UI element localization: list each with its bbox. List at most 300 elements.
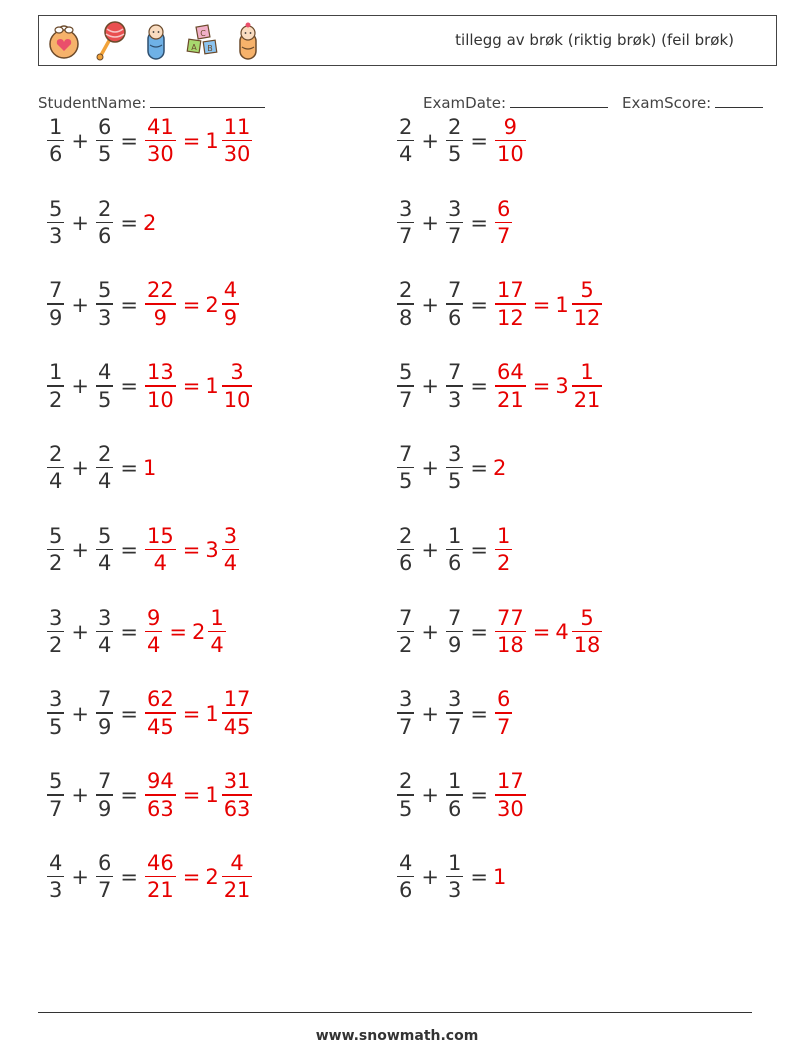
exam-score-blank[interactable] [715,93,763,108]
numerator: 3 [230,360,244,385]
addend-fraction [446,441,463,494]
denominator: 10 [496,142,524,167]
addend-fraction [47,114,64,167]
numerator: 7 [399,605,413,630]
numerator: 3 [49,687,63,712]
answer [493,456,506,480]
denominator: 3 [49,224,63,249]
addend-fraction [96,362,113,411]
addend-fraction [47,689,64,738]
answer-improper-fraction [145,280,176,329]
footer-divider [38,1012,752,1013]
plus-sign: + [421,619,439,644]
equals-sign: = [532,292,551,317]
denominator: 30 [496,796,524,821]
denominator: 9 [447,633,462,658]
plus-sign: + [71,456,89,481]
plus-sign: + [421,783,439,808]
equals-sign: = [120,374,138,399]
problem-row [45,273,241,337]
numerator: 2 [399,769,413,794]
answer [143,523,241,576]
answer-improper-fraction [145,850,176,903]
answer-fraction [495,196,512,249]
answer [493,689,514,738]
answer-improper-fraction [145,523,176,576]
answer-mixed-fraction [222,523,239,576]
addend-fraction [446,523,463,576]
numerator: 1 [447,769,462,794]
answer [143,771,254,820]
addend-fraction [446,689,463,738]
answer [493,362,604,411]
answer-whole-part: 2 [191,619,206,644]
numerator: 6 [97,850,112,875]
denominator: 5 [447,469,462,494]
numerator: 7 [97,687,112,712]
plus-sign: + [71,619,89,644]
denominator: 7 [399,387,413,412]
equals-sign: = [470,374,488,399]
worksheet-header [38,15,777,66]
denominator: 10 [223,387,251,412]
problem-row [395,191,514,255]
denominator: 2 [49,633,63,658]
numerator: 5 [97,278,112,303]
numerator: 4 [230,850,244,875]
answer-mixed-fraction [222,689,253,738]
denominator: 6 [49,142,63,167]
denominator: 2 [49,551,63,576]
denominator: 3 [97,305,112,330]
addend-fraction [47,362,64,411]
denominator: 5 [399,796,413,821]
plus-sign: + [71,374,89,399]
answer-improper-fraction [495,362,526,411]
addend-fraction [446,280,463,329]
worksheet-title: tillegg av brøk (riktig brøk) (feil brøk) [455,31,734,49]
addend-fraction [397,441,414,494]
numerator: 77 [496,605,524,630]
numerator: 4 [49,850,63,875]
addend-fraction [446,605,463,658]
addend-fraction [47,523,64,576]
answer-fraction [495,114,526,167]
denominator: 21 [223,878,251,903]
answer-fraction [495,523,512,576]
numerator: 4 [223,278,238,303]
problem-row [395,518,514,582]
numerator: 5 [580,278,594,303]
answer-whole-part: 1 [205,701,219,726]
numerator: 3 [223,523,238,548]
equals-sign: = [470,701,488,726]
denominator: 5 [49,714,63,739]
addend-fraction [47,280,64,329]
answer [493,280,604,329]
equals-sign: = [182,129,201,153]
addend-fraction [446,850,463,903]
addend-fraction [96,196,113,249]
answer [143,850,254,903]
addend-fraction [397,114,414,167]
numerator: 41 [146,114,174,139]
numerator: 6 [496,196,511,221]
plus-sign: + [71,210,89,235]
numerator: 64 [496,360,524,385]
answer-integer: 2 [492,456,507,481]
numerator: 6 [496,687,511,712]
answer-whole-part: 1 [555,292,569,317]
denominator: 3 [447,387,462,412]
exam-date-blank[interactable] [510,93,608,108]
equals-sign: = [120,701,138,726]
plus-sign: + [421,865,439,890]
equals-sign: = [470,210,488,235]
equals-sign: = [120,210,138,235]
problem-row [395,109,528,173]
equals-sign: = [182,701,201,726]
equals-sign: = [182,538,201,562]
addend-fraction [446,362,463,411]
equals-sign: = [470,783,488,808]
addend-fraction [397,850,414,903]
equals-sign: = [182,865,201,890]
denominator: 63 [223,796,251,821]
addend-fraction [397,196,414,249]
denominator: 6 [399,878,413,903]
numerator: 5 [399,360,413,385]
answer-whole-part: 2 [205,865,219,890]
addend-fraction [96,850,113,903]
answer [143,689,254,738]
addend-fraction [96,689,113,738]
denominator: 7 [49,796,63,821]
denominator: 4 [153,551,168,576]
denominator: 63 [146,796,174,821]
denominator: 30 [223,142,251,167]
denominator: 7 [496,714,511,739]
equals-sign: = [182,374,201,399]
equals-sign: = [169,619,187,644]
addend-fraction [446,771,463,820]
denominator: 4 [146,633,161,658]
numerator: 17 [223,687,251,712]
denominator: 21 [496,387,524,412]
answer-whole-part: 3 [555,374,569,399]
answer [493,771,528,820]
numerator: 3 [399,196,413,221]
denominator: 9 [223,305,238,330]
denominator: 4 [97,469,112,494]
addend-fraction [96,441,113,494]
equals-sign: = [182,783,201,808]
equals-sign: = [182,292,201,317]
student-name-blank[interactable] [150,93,265,108]
numerator: 2 [399,114,413,139]
numerator: 62 [146,687,174,712]
denominator: 12 [573,305,601,330]
answer-whole-part: 1 [205,129,219,153]
equals-sign: = [120,865,138,890]
numerator: 17 [496,769,524,794]
numerator: 15 [146,523,174,548]
header-icons [45,21,267,61]
denominator: 7 [496,224,511,249]
answer-improper-fraction [145,689,176,738]
denominator: 8 [399,305,413,330]
numerator: 13 [146,360,174,385]
addend-fraction [96,280,113,329]
plus-sign: + [421,701,439,726]
equals-sign: = [120,456,138,481]
answer-improper-fraction [495,280,526,329]
addend-fraction [96,114,113,167]
numerator: 2 [97,441,112,466]
denominator: 10 [146,387,174,412]
denominator: 3 [447,878,462,903]
toy-blocks-icon [183,21,221,61]
answer [493,114,528,167]
denominator: 9 [97,796,112,821]
addend-fraction [47,850,64,903]
numerator: 2 [97,196,112,221]
plus-sign: + [71,538,89,562]
denominator: 6 [447,305,462,330]
addend-fraction [397,771,414,820]
answer [143,456,156,480]
denominator: 5 [399,469,413,494]
answer-mixed-fraction [222,362,253,411]
problem-row [45,109,254,173]
answer-mixed-fraction [222,771,253,820]
denominator: 2 [49,387,63,412]
problem-row [45,354,254,418]
problem-row [395,600,604,664]
answer-mixed-fraction [572,280,603,329]
numerator: 2 [49,441,63,466]
numerator: 11 [223,114,251,139]
equals-sign: = [120,292,138,317]
answer-mixed-fraction [572,362,603,411]
exam-score-label: ExamScore: [622,94,712,112]
denominator: 4 [97,551,112,576]
plus-sign: + [421,456,439,481]
answer-mixed-fraction [208,605,225,658]
numerator: 2 [447,114,462,139]
denominator: 7 [97,878,112,903]
denominator: 21 [146,878,174,903]
plus-sign: + [71,292,89,317]
plus-sign: + [421,292,439,317]
numerator: 7 [447,360,462,385]
plus-sign: + [71,701,89,726]
numerator: 22 [146,278,174,303]
answer-mixed-fraction [222,114,253,167]
problem-row [45,682,254,746]
denominator: 7 [447,714,462,739]
denominator: 7 [399,224,413,249]
equals-sign: = [120,619,138,644]
denominator: 9 [49,305,63,330]
numerator: 5 [580,605,594,630]
problem-row [45,518,241,582]
denominator: 45 [223,714,251,739]
numerator: 3 [97,605,112,630]
problem-row [45,845,254,909]
answer-mixed-fraction [222,850,253,903]
answer [493,605,604,658]
plus-sign: + [71,783,89,808]
problem-row [45,436,156,500]
equals-sign: = [470,619,488,644]
answer [493,523,514,576]
numerator: 1 [49,114,63,139]
equals-sign: = [470,456,488,481]
denominator: 6 [399,551,413,576]
problem-row [395,273,604,337]
problem-row [45,763,254,827]
numerator: 7 [49,278,63,303]
numerator: 7 [447,278,462,303]
answer-fraction [495,689,512,738]
numerator: 5 [49,523,63,548]
addend-fraction [47,605,64,658]
equals-sign: = [120,538,138,562]
numerator: 2 [399,278,413,303]
answer [143,114,254,167]
numerator: 7 [447,605,462,630]
addend-fraction [397,605,414,658]
numerator: 5 [49,196,63,221]
denominator: 18 [573,633,601,658]
equals-sign: = [120,129,138,153]
plus-sign: + [421,538,439,562]
denominator: 9 [153,305,168,330]
numerator: 4 [97,360,112,385]
plus-sign: + [71,865,89,890]
answer-integer: 2 [142,210,157,235]
denominator: 4 [223,551,238,576]
answer-improper-fraction [145,771,176,820]
addend-fraction [446,114,463,167]
denominator: 6 [447,551,462,576]
exam-score-field[interactable] [622,93,763,112]
plus-sign: + [421,374,439,399]
answer [143,605,228,658]
numerator: 6 [97,114,112,139]
problem-row [45,191,156,255]
equals-sign: = [470,292,488,317]
equals-sign: = [532,619,551,644]
denominator: 4 [210,633,224,658]
answer-integer: 1 [142,456,157,481]
denominator: 18 [496,633,524,658]
answer-whole-part: 1 [205,374,219,399]
addend-fraction [397,523,414,576]
rattle-icon [91,21,129,61]
addend-fraction [446,196,463,249]
plus-sign: + [421,210,439,235]
addend-fraction [47,771,64,820]
problem-row [45,600,228,664]
answer [143,211,156,235]
numerator: 1 [447,850,462,875]
numerator: 1 [580,360,594,385]
numerator: 9 [146,605,161,630]
answer-whole-part: 1 [205,783,219,808]
denominator: 5 [97,142,112,167]
answer-improper-fraction [145,362,176,411]
denominator: 5 [447,142,462,167]
answer [493,865,506,889]
denominator: 2 [399,633,413,658]
denominator: 12 [496,305,524,330]
denominator: 4 [399,142,413,167]
answer [143,280,241,329]
answer [143,362,254,411]
addend-fraction [96,523,113,576]
problem-row [395,682,514,746]
addend-fraction [47,196,64,249]
problem-row [395,436,506,500]
denominator: 9 [97,714,112,739]
denominator: 4 [97,633,112,658]
plus-sign: + [71,129,89,153]
numerator: 3 [447,441,462,466]
answer-fraction [495,771,526,820]
answer [493,196,514,249]
footer-site: www.snowmath.com [315,1028,479,1044]
numerator: 2 [399,523,413,548]
addend-fraction [47,441,64,494]
svg-text:A: A [191,43,197,52]
addend-fraction [397,689,414,738]
numerator: 1 [447,523,462,548]
equals-sign: = [470,865,488,890]
numerator: 3 [447,687,462,712]
exam-date-label: ExamDate: [423,94,507,112]
numerator: 94 [146,769,174,794]
numerator: 46 [146,850,174,875]
problem-row [395,763,528,827]
answer-whole-part: 3 [205,538,219,562]
plus-sign: + [421,129,439,153]
answer-integer: 1 [492,865,507,890]
answer-improper-fraction [145,114,176,167]
denominator: 7 [447,224,462,249]
addend-fraction [397,280,414,329]
equals-sign: = [470,538,488,562]
denominator: 45 [146,714,174,739]
numerator: 4 [399,850,413,875]
addend-fraction [397,362,414,411]
answer-whole-part: 4 [555,619,569,644]
student-name-label: StudentName: [38,94,147,112]
denominator: 4 [49,469,63,494]
denominator: 5 [97,387,112,412]
numerator: 3 [447,196,462,221]
denominator: 30 [146,142,174,167]
numerator: 1 [210,605,224,630]
equals-sign: = [532,374,551,399]
numerator: 1 [49,360,63,385]
numerator: 7 [97,769,112,794]
answer-improper-fraction [495,605,526,658]
numerator: 1 [496,523,511,548]
denominator: 6 [97,224,112,249]
baby-girl-icon [229,21,267,61]
